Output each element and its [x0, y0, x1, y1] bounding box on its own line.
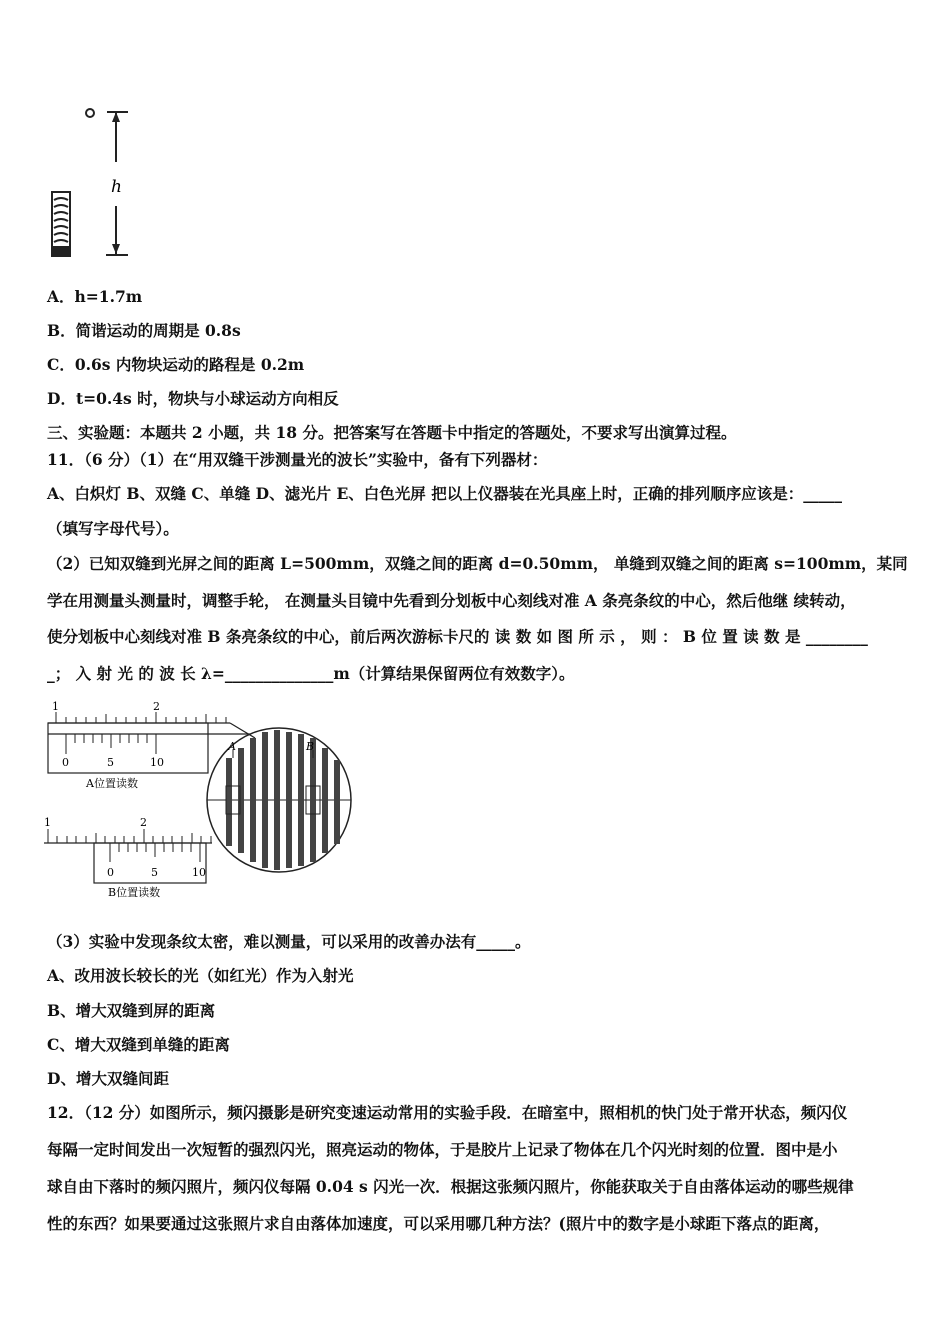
caliper-a: [48, 700, 255, 790]
main-scale-a-label-1: 1: [52, 700, 59, 713]
section-heading: 三、实验题：本题共 2 小题，共 18 分。把答案写在答题卡中指定的答题处，不要求写出演算过程。: [47, 423, 737, 442]
q11-part3-option-b: B、增大双缝到屏的距离: [47, 1001, 216, 1020]
option-b: B．简谐运动的周期是 0.8s: [47, 321, 241, 340]
q11-fill-note: （填写字母代号）。: [47, 519, 179, 538]
label-h: h: [111, 177, 122, 197]
caption-b: B位置读数: [108, 886, 161, 899]
vernier-b-0: 0: [107, 866, 114, 879]
q11-part3-intro: （3）实验中发现条纹太密，难以测量，可以采用的改善办法有_____。: [47, 932, 531, 951]
q11-part3-option-c: C、增大双缝到单缝的距离: [47, 1035, 230, 1054]
option-c: C．0.6s 内物块运动的路程是 0.2m: [47, 355, 305, 374]
main-scale-a-label-2: 2: [153, 700, 160, 713]
q12-line2: 每隔一定时间发出一次短暂的强烈闪光，照亮运动的物体，于是胶片上记录了物体在几个闪光时刻的位置．图中是小: [47, 1140, 838, 1159]
caption-a: A位置读数: [86, 777, 138, 790]
spring-block: [52, 192, 70, 256]
caliper-fringe-figure: [40, 698, 360, 904]
main-scale-b-label-2: 2: [140, 816, 147, 829]
option-d: D．t=0.4s 时，物块与小球运动方向相反: [47, 389, 339, 408]
q12-line1: 12．（12 分）如图所示，频闪摄影是研究变速运动常用的实验手段．在暗室中，照相机的快门处于常开状态，频闪仪: [47, 1103, 848, 1122]
q11-intro: 11．（6 分）（1）在“用双缝干涉测量光的波长”实验中，备有下列器材：: [47, 450, 548, 469]
q12-line4: 性的东西？如果要通过这张照片求自由落体加速度，可以采用哪几种方法？(照片中的数字是小球距下落点的距离，: [47, 1214, 830, 1233]
spring-ball-figure: [40, 100, 150, 265]
vernier-b-5: 5: [151, 866, 158, 879]
main-scale-b-label-1: 1: [44, 816, 51, 829]
q11-part2-line4: _； 入 射 光 的 波 长 λ=______________m（计算结果保留两位有效数字）。: [47, 664, 575, 683]
option-a: A．h=1.7m: [47, 287, 143, 306]
q11-part2-line3: 使分划板中心刻线对准 B 条亮条纹的中心，前后两次游标卡尺的 读 数 如 图 所 示 ， 则 ： B 位 置 读 数 是 ________: [47, 627, 868, 646]
fringe-label-b: B: [306, 740, 315, 753]
q11-part3-option-a: A、改用波长较长的光（如红光）作为入射光: [47, 966, 354, 985]
fringe-view: [207, 728, 351, 872]
vernier-b-10: 10: [192, 866, 206, 879]
q12-line3: 球自由下落时的频闪照片，频闪仪每隔 0.04 s 闪光一次．根据这张频闪照片，你能获取关于自由落体运动的哪些规律: [47, 1177, 854, 1196]
caliper-b: [44, 816, 212, 899]
vernier-a-10: 10: [150, 756, 164, 769]
q11-equipment: A、白炽灯 B、双缝 C、单缝 D、滤光片 E、白色光屏 把以上仪器装在光具座上时，正确的排列顺序应该是：_____: [47, 484, 842, 503]
q11-part3-option-d: D、增大双缝间距: [47, 1069, 169, 1088]
q11-part2-line2: 学在用测量头测量时，调整手轮， 在测量头目镜中先看到分划板中心刻线对准 A 条亮条纹的中心，然后他继 续转动，: [47, 591, 856, 610]
ball: [86, 109, 94, 117]
vernier-a-5: 5: [107, 756, 114, 769]
q11-part2-line1: （2）已知双缝到光屏之间的距离 L=500mm，双缝之间的距离 d=0.50mm， 单缝到双缝之间的距离 s=100mm，某同: [47, 554, 908, 573]
vernier-a-0: 0: [62, 756, 69, 769]
fringe-label-a: A: [228, 740, 236, 753]
